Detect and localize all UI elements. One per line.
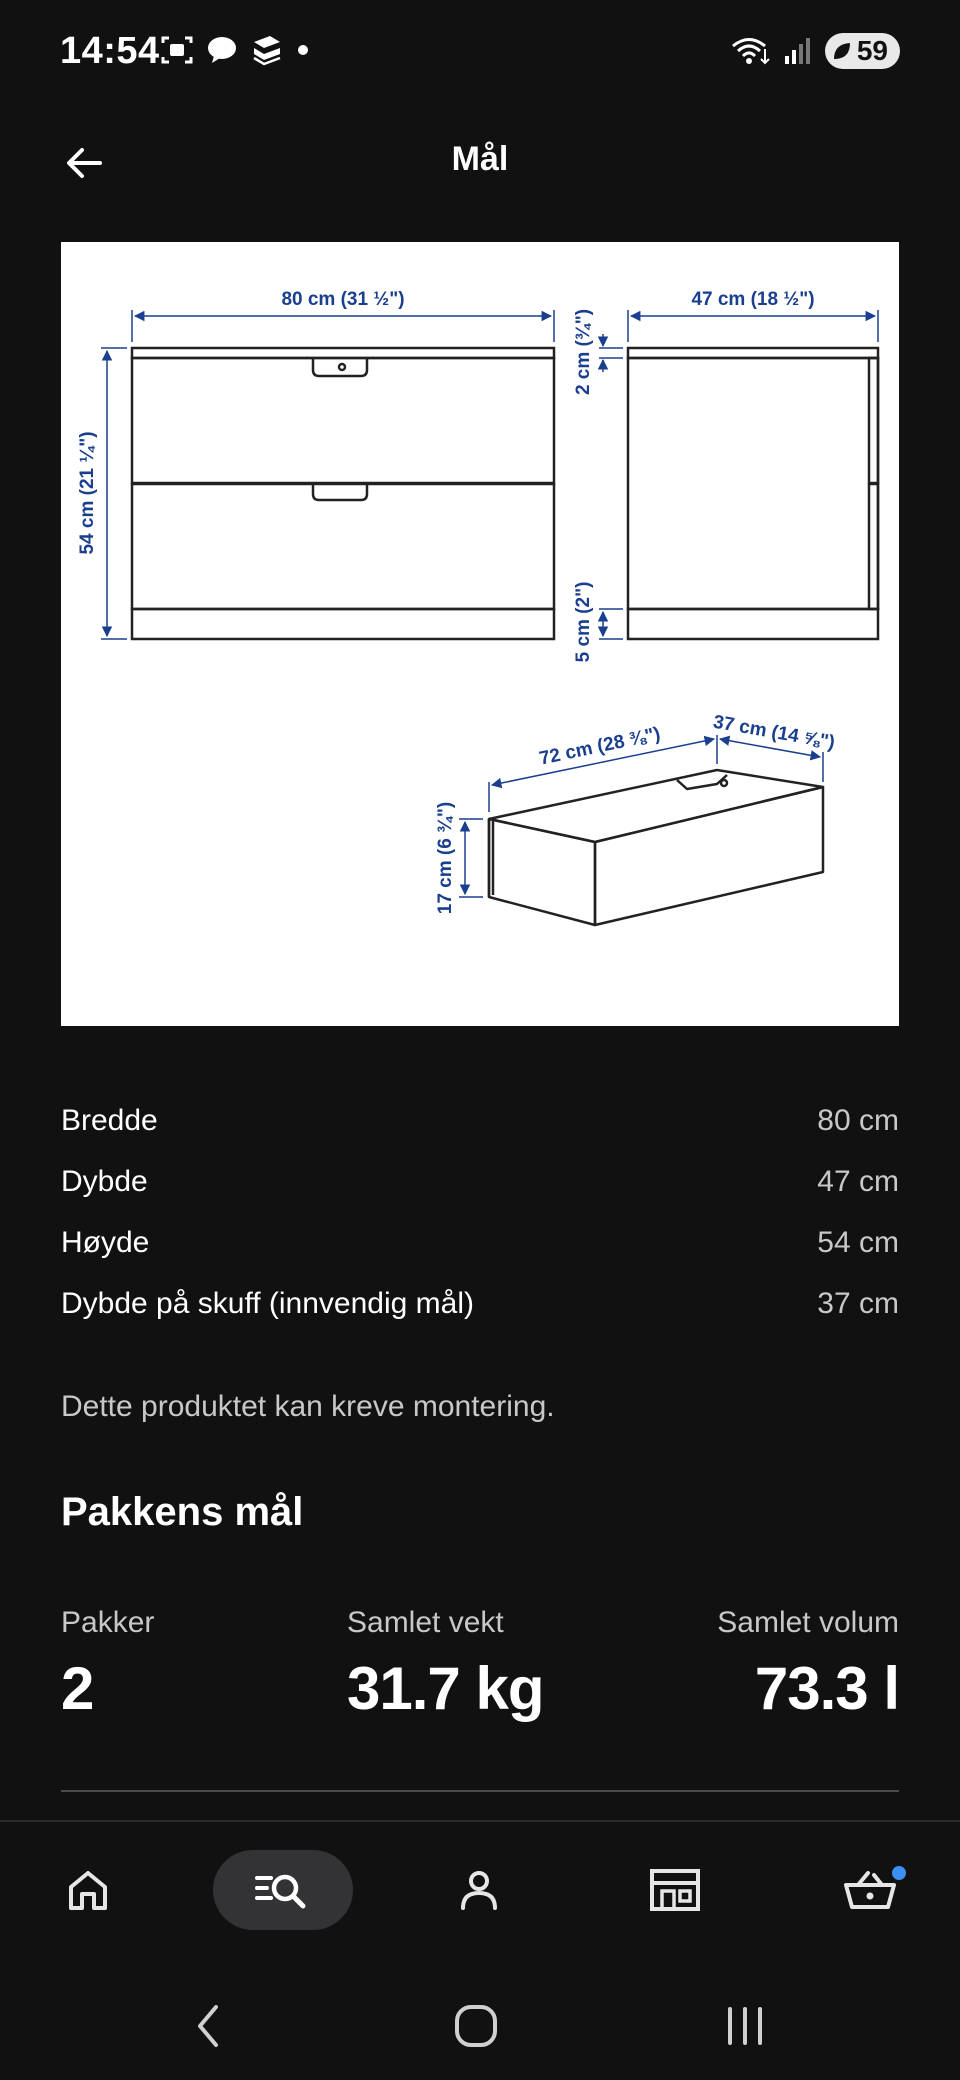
page-title: Mål bbox=[451, 140, 509, 178]
package-count bbox=[61, 1606, 154, 1723]
chat-icon bbox=[206, 35, 238, 65]
spec-label: Bredde bbox=[61, 1103, 158, 1137]
front-height-label: 54 cm (21 ¼") bbox=[77, 431, 98, 555]
package-volume-value: 73.3 l bbox=[754, 1655, 899, 1722]
dot-icon bbox=[296, 43, 310, 57]
drawer-height-label: 17 cm (6 ¾") bbox=[435, 801, 456, 915]
package-count-value: 2 bbox=[61, 1655, 94, 1722]
section-divider bbox=[61, 1790, 899, 1792]
package-volume-label: Samlet volum bbox=[717, 1606, 899, 1639]
front-width-label: 80 cm (31 ½") bbox=[281, 289, 405, 310]
store-icon bbox=[648, 1865, 702, 1915]
search-list-icon bbox=[253, 1865, 313, 1915]
system-recents-button[interactable] bbox=[705, 1996, 785, 2056]
nav-search[interactable] bbox=[213, 1850, 353, 1930]
bottom-nav bbox=[0, 1822, 960, 1960]
spec-label: Dybde bbox=[61, 1164, 148, 1198]
drawer-length-label: 72 cm (28 ⅜") bbox=[537, 723, 663, 770]
leaf-icon bbox=[831, 40, 853, 62]
top-thickness-label: 2 cm (¾") bbox=[573, 308, 594, 396]
status-icons-right bbox=[731, 33, 900, 69]
dimension-diagram bbox=[61, 242, 899, 1026]
nav-profile[interactable] bbox=[409, 1850, 549, 1930]
home-circle-icon bbox=[451, 2001, 501, 2051]
spec-value: 80 cm bbox=[817, 1103, 899, 1137]
battery-icon bbox=[825, 33, 900, 69]
cart-badge bbox=[892, 1866, 906, 1880]
diagram-drawing bbox=[61, 242, 899, 1026]
nav-store[interactable] bbox=[605, 1850, 745, 1930]
stack-icon bbox=[250, 34, 284, 66]
profile-icon bbox=[454, 1865, 504, 1915]
spec-label: Høyde bbox=[61, 1225, 150, 1259]
header bbox=[0, 104, 960, 224]
spec-value: 37 cm bbox=[817, 1286, 899, 1320]
spec-row-drawer-depth bbox=[61, 1273, 899, 1334]
spec-label: Dybde på skuff (innvendig mål) bbox=[61, 1286, 474, 1320]
spec-row-width bbox=[61, 1090, 899, 1151]
package-section-title: Pakkens mål bbox=[61, 1490, 304, 1534]
package-weight-label: Samlet vekt bbox=[347, 1606, 504, 1639]
home-icon bbox=[63, 1865, 113, 1915]
status-icons-left bbox=[160, 34, 310, 66]
status-bar bbox=[0, 0, 960, 104]
spec-value: 47 cm bbox=[817, 1164, 899, 1198]
side-depth-label: 47 cm (18 ½") bbox=[691, 289, 815, 310]
cart-icon bbox=[842, 1865, 898, 1915]
wifi-icon bbox=[731, 35, 771, 67]
signal-icon bbox=[783, 36, 813, 66]
front-view bbox=[132, 348, 554, 639]
spec-row-height bbox=[61, 1212, 899, 1273]
base-height-label: 5 cm (2") bbox=[573, 581, 594, 663]
nav-cart[interactable] bbox=[800, 1850, 940, 1930]
system-home-button[interactable] bbox=[436, 1996, 516, 2056]
status-time: 14:54 bbox=[60, 30, 160, 72]
nav-home[interactable] bbox=[18, 1850, 158, 1930]
package-count-label: Pakker bbox=[61, 1606, 155, 1639]
back-icon bbox=[188, 2001, 228, 2051]
side-view bbox=[628, 348, 878, 639]
spec-row-depth bbox=[61, 1151, 899, 1212]
package-info bbox=[61, 1606, 899, 1726]
drawer-view bbox=[489, 770, 823, 925]
drawer-depth-label: 37 cm (14 ⅝") bbox=[711, 711, 837, 754]
spec-value: 54 cm bbox=[817, 1225, 899, 1259]
system-nav bbox=[0, 1960, 960, 2080]
dimension-spec-list bbox=[61, 1090, 899, 1334]
battery-level: 59 bbox=[856, 35, 888, 66]
screenshot-icon bbox=[160, 34, 194, 66]
recents-icon bbox=[720, 2001, 770, 2051]
package-weight-value: 31.7 kg bbox=[347, 1655, 544, 1722]
system-back-button[interactable] bbox=[168, 1996, 248, 2056]
package-volume bbox=[717, 1606, 899, 1723]
package-weight bbox=[347, 1606, 543, 1723]
assembly-note: Dette produktet kan kreve montering. bbox=[61, 1390, 555, 1423]
